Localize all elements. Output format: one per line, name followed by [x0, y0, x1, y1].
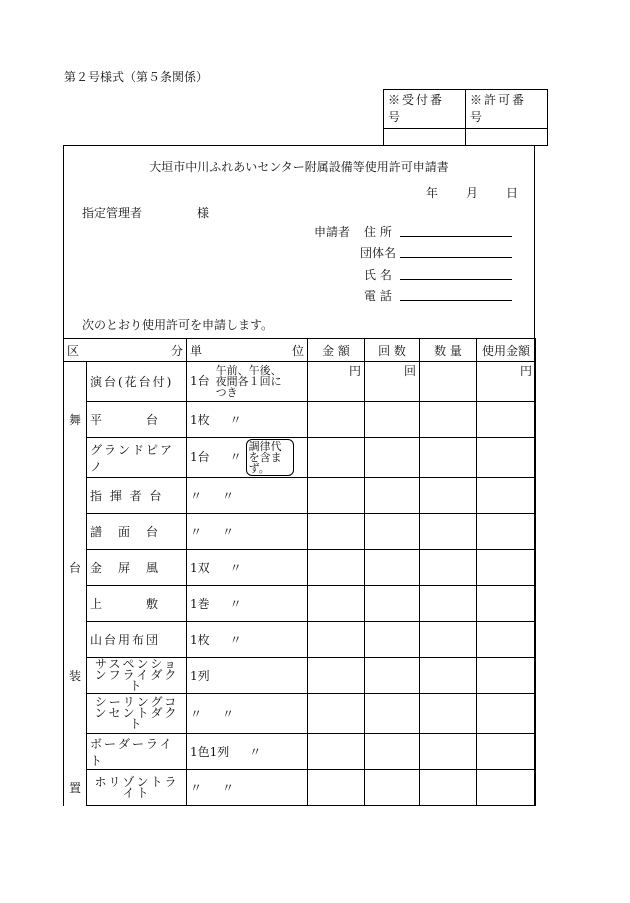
unit-cell: [187, 734, 308, 770]
phone-label: 電 話: [364, 289, 392, 303]
group-label: 団体名: [360, 246, 397, 260]
header-category-left: 区: [67, 343, 80, 358]
times-field[interactable]: [365, 402, 420, 438]
unit-cell: [187, 694, 308, 734]
unit-value: 1巻: [190, 597, 210, 611]
times-field[interactable]: [365, 586, 420, 622]
header-times: 回 数: [365, 339, 420, 362]
fee-field[interactable]: [477, 770, 536, 806]
item-name: 上 敷: [87, 586, 187, 622]
fee-field[interactable]: 円: [477, 362, 536, 402]
group-cell: [64, 622, 87, 658]
group-cell: [64, 438, 87, 478]
receipt-number-field[interactable]: [384, 129, 466, 146]
unit-note: 〃: [249, 745, 262, 759]
times-field[interactable]: [365, 734, 420, 770]
unit-note: 〃: [229, 597, 242, 611]
times-field[interactable]: [365, 694, 420, 734]
table-row: [64, 586, 536, 622]
receipt-number-box: [383, 89, 548, 146]
group-cell: 置: [64, 770, 87, 806]
table-row: [64, 622, 536, 658]
quantity-field[interactable]: [420, 586, 477, 622]
unit-value: 1双: [190, 561, 210, 575]
form-number: 第２号様式（第５条関係）: [64, 70, 209, 84]
item-name: シーリングコンセントダクト: [87, 694, 187, 734]
unit-note: 〃: [222, 707, 235, 721]
unit-note: 〃: [222, 489, 235, 503]
unit-value: 1台: [190, 450, 210, 464]
applicant-label: 申請者: [314, 225, 351, 239]
unit-value: 1列: [190, 669, 210, 683]
item-name: 演台(花台付): [87, 362, 187, 402]
phone-field[interactable]: [400, 299, 512, 301]
date-day-label: 日: [506, 186, 519, 200]
table-row: [64, 478, 536, 514]
unit-note: 〃: [222, 525, 235, 539]
item-name: サスペンションフライダクト: [87, 658, 187, 694]
receipt-number-label: ※受付番 号: [384, 90, 466, 129]
date-year-label: 年: [426, 186, 439, 200]
item-name: グランドピアノ: [87, 438, 187, 478]
header-quantity: 数 量: [420, 339, 477, 362]
group-field[interactable]: [400, 256, 512, 258]
times-field[interactable]: [365, 770, 420, 806]
times-field[interactable]: 回: [365, 362, 420, 402]
amount-field[interactable]: [308, 694, 365, 734]
unit-cell: [187, 514, 308, 550]
item-name: ボーダーライト: [87, 734, 187, 770]
group-cell: 台: [64, 550, 87, 586]
table-row: [64, 402, 536, 438]
unit-cell: [187, 438, 308, 478]
unit-value: 〃: [190, 489, 203, 503]
address-field[interactable]: [400, 235, 512, 237]
times-field[interactable]: [365, 438, 420, 478]
fee-field[interactable]: [477, 478, 536, 514]
fee-field[interactable]: [477, 438, 536, 478]
fee-field[interactable]: [477, 550, 536, 586]
unit-cell: [187, 362, 308, 402]
header-unit-right: 位: [291, 343, 304, 358]
permit-number-label: ※許可番 号: [466, 90, 548, 129]
group-cell: [64, 362, 87, 402]
group-cell: [64, 734, 87, 770]
fee-field[interactable]: [477, 402, 536, 438]
unit-value: 〃: [190, 707, 203, 721]
quantity-field[interactable]: [420, 550, 477, 586]
quantity-field[interactable]: [420, 770, 477, 806]
unit-note: 午前、午後、夜間各１回につき: [215, 364, 282, 399]
unit-value: 1枚: [190, 633, 210, 647]
unit-cell: [187, 550, 308, 586]
unit-cell: [187, 402, 308, 438]
date-month-label: 月: [466, 186, 479, 200]
fee-field[interactable]: [477, 622, 536, 658]
addressee-honorific: 様: [197, 206, 210, 220]
name-label: 氏 名: [364, 268, 392, 282]
header-fee: 使用金額: [477, 339, 536, 362]
table-row: [64, 658, 536, 694]
unit-note: 〃: [229, 561, 242, 575]
fee-field[interactable]: [477, 694, 536, 734]
amount-field[interactable]: [308, 658, 365, 694]
fee-field[interactable]: [477, 514, 536, 550]
table-header-row: [64, 339, 536, 362]
amount-field[interactable]: [308, 586, 365, 622]
quantity-field[interactable]: [420, 402, 477, 438]
unit-cell: [187, 622, 308, 658]
quantity-field[interactable]: [420, 478, 477, 514]
table-row: [64, 770, 536, 806]
times-field[interactable]: [365, 658, 420, 694]
group-cell: 舞: [64, 402, 87, 438]
quantity-field[interactable]: [420, 362, 477, 402]
times-field[interactable]: [365, 478, 420, 514]
amount-field[interactable]: [308, 734, 365, 770]
amount-field[interactable]: 円: [308, 362, 365, 402]
item-name: 指 揮 者 台: [87, 478, 187, 514]
amount-field[interactable]: [308, 622, 365, 658]
unit-value: 〃: [190, 525, 203, 539]
unit-value: 1色1列: [190, 745, 230, 759]
quantity-field[interactable]: [420, 514, 477, 550]
quantity-field[interactable]: [420, 438, 477, 478]
unit-cell: [187, 658, 308, 694]
unit-value: 〃: [190, 781, 203, 795]
item-name: 金 屏 風: [87, 550, 187, 586]
equipment-table: [63, 338, 536, 806]
quantity-field[interactable]: [420, 622, 477, 658]
amount-field[interactable]: [308, 770, 365, 806]
addressee-label: 指定管理者: [82, 206, 143, 220]
item-name: 山台用布団: [87, 622, 187, 658]
amount-field[interactable]: [308, 514, 365, 550]
fee-field[interactable]: [477, 734, 536, 770]
unit-note: 〃: [229, 413, 242, 427]
table-row: [64, 694, 536, 734]
group-cell: [64, 586, 87, 622]
request-text: 次のとおり使用許可を申請します。: [82, 318, 274, 332]
name-field[interactable]: [400, 278, 512, 280]
table-row: [64, 734, 536, 770]
times-field[interactable]: [365, 622, 420, 658]
header-unit-left: 単: [190, 343, 203, 358]
amount-field[interactable]: [308, 550, 365, 586]
table-row: [64, 362, 536, 402]
amount-field[interactable]: [308, 478, 365, 514]
unit-value: 1台: [190, 374, 210, 388]
item-name: 譜 面 台: [87, 514, 187, 550]
group-cell: [64, 514, 87, 550]
quantity-field[interactable]: [420, 694, 477, 734]
fee-field[interactable]: [477, 586, 536, 622]
header-category-right: 分: [170, 343, 183, 358]
group-cell: [64, 694, 87, 734]
group-cell: 装: [64, 658, 87, 694]
amount-field[interactable]: [308, 402, 365, 438]
times-field[interactable]: [365, 550, 420, 586]
times-field[interactable]: [365, 514, 420, 550]
item-name: 平 台: [87, 402, 187, 438]
header-amount: 金 額: [308, 339, 365, 362]
unit-value: 1枚: [190, 413, 210, 427]
quantity-field[interactable]: [420, 734, 477, 770]
table-row: [64, 514, 536, 550]
permit-number-field[interactable]: [466, 129, 548, 146]
form-title: 大垣市中川ふれあいセンター附属設備等使用許可申請書: [149, 160, 449, 174]
unit-note: 〃: [229, 633, 242, 647]
unit-cell: [187, 478, 308, 514]
table-row: [64, 438, 536, 478]
unit-cell: [187, 586, 308, 622]
unit-note: 〃: [222, 781, 235, 795]
item-name: ホリゾントライト: [87, 770, 187, 806]
unit-note: 〃: [229, 450, 242, 464]
group-cell: [64, 478, 87, 514]
quantity-field[interactable]: [420, 658, 477, 694]
amount-field[interactable]: [308, 438, 365, 478]
tuning-note: 調律代を含まず。: [246, 439, 294, 476]
address-label: 住 所: [364, 225, 392, 239]
fee-field[interactable]: [477, 658, 536, 694]
table-row: [64, 550, 536, 586]
unit-cell: [187, 770, 308, 806]
